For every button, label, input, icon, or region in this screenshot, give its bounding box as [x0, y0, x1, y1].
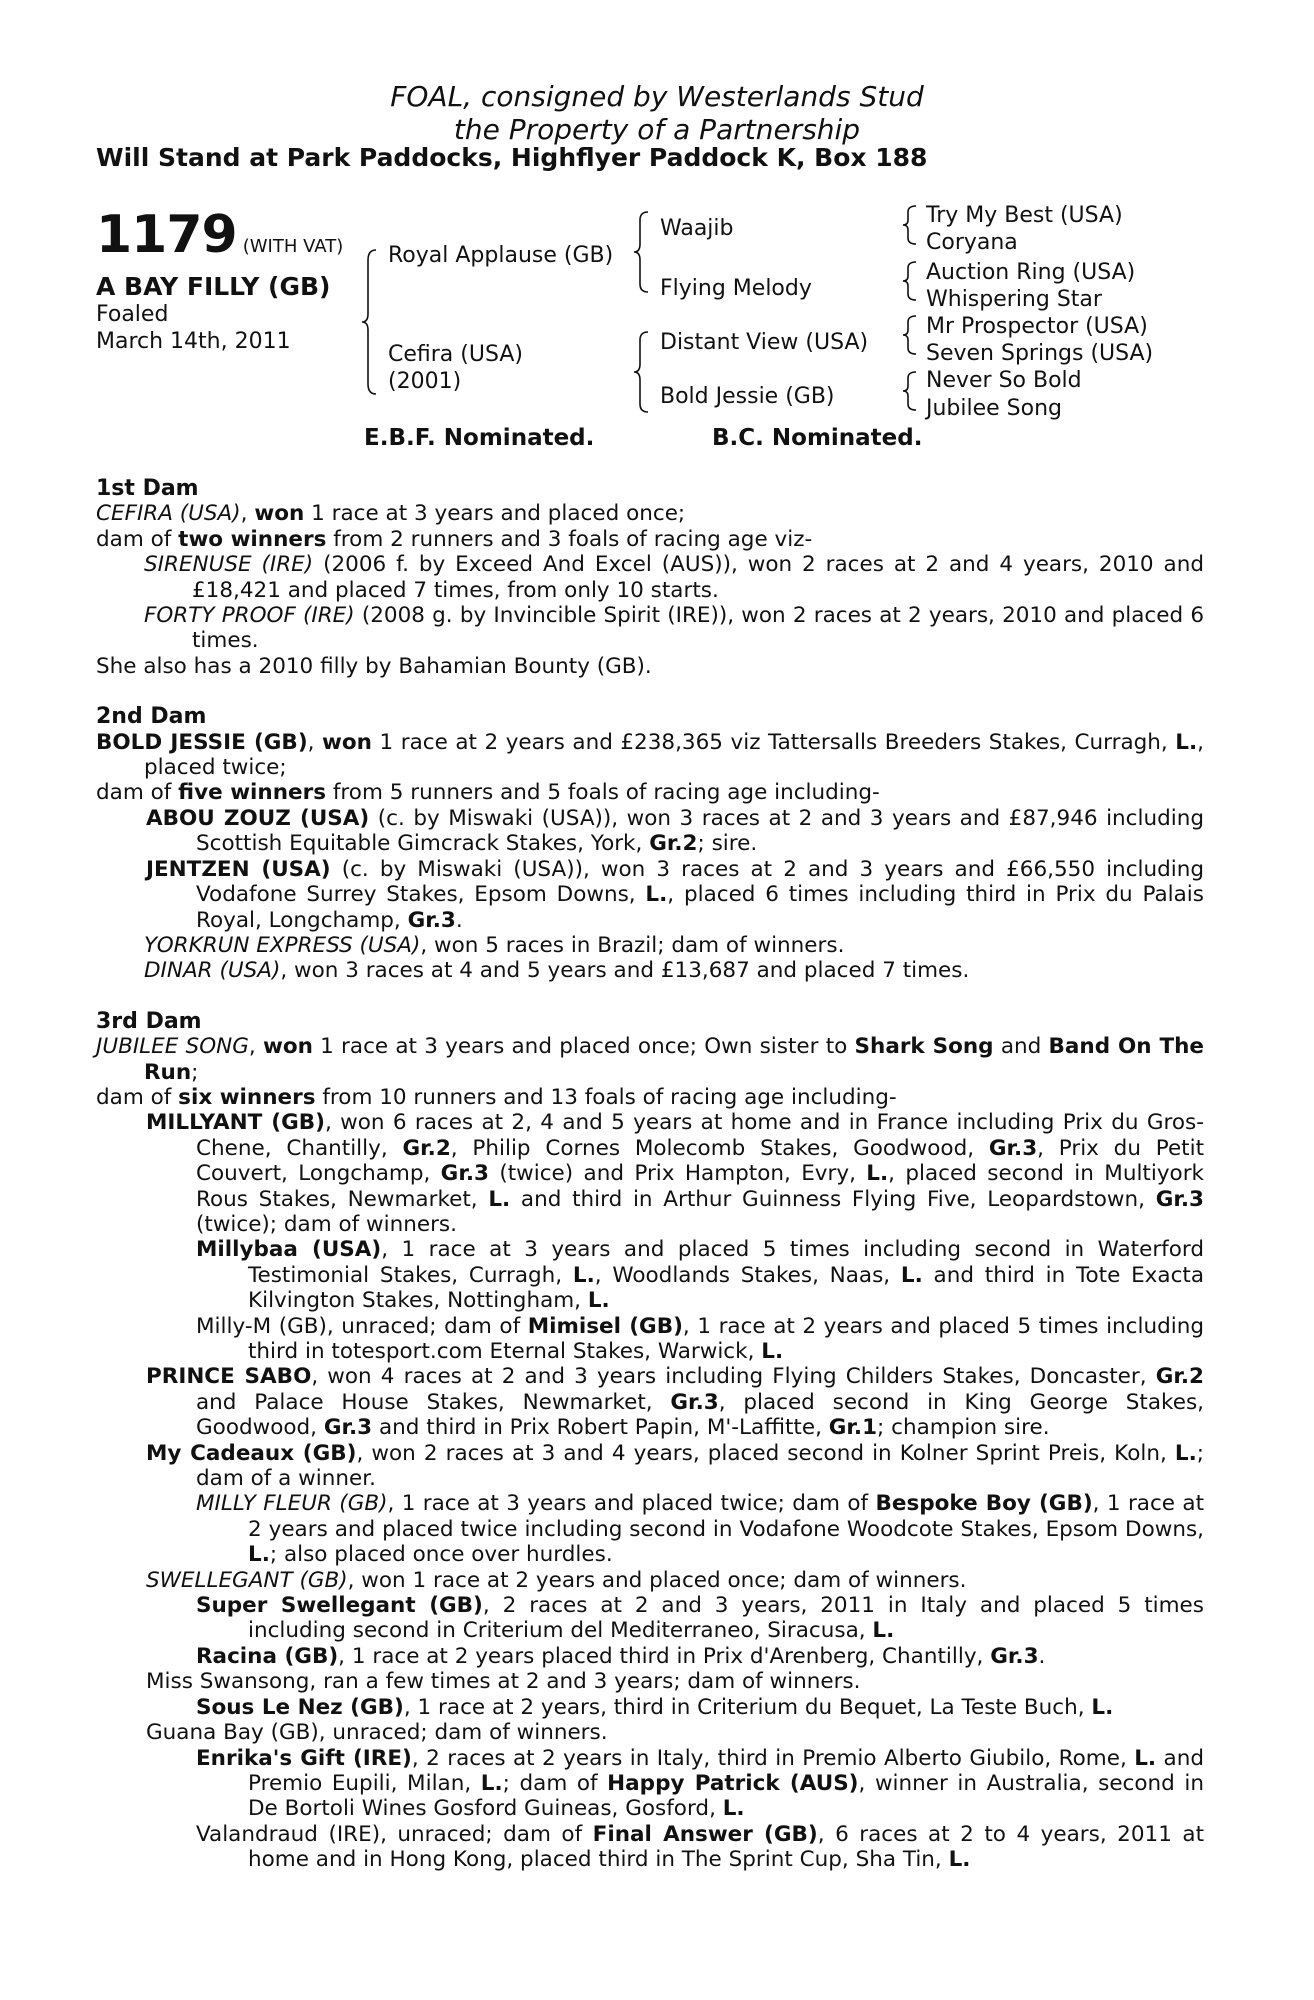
text-run: (twice) and Prix Hampton, Evry, [488, 1161, 867, 1187]
bold-run: L. [480, 1770, 503, 1796]
bold-run: Gr.3 [670, 1389, 719, 1415]
third-dam-foal [96, 1364, 1204, 1440]
text-run: ; champion sire. [877, 1415, 1050, 1441]
text-run: , placed 6 times including third in Prix du Palais Royal, Longchamp, [196, 882, 1204, 933]
second-dam-foal [96, 857, 1204, 933]
brace-bold-jessie [903, 372, 916, 410]
text-run: , placed second in King George Stakes, Goodwood, [196, 1389, 1204, 1441]
text-run: , won 3 races at 4 and 5 years and £13,687 and placed 7 times. [280, 958, 970, 984]
second-dam-produce-line [96, 780, 1204, 805]
italic-run: SIRENUSE (IRE) [144, 552, 314, 578]
text-run: dam of [96, 780, 179, 806]
third-dam-grandfoal [96, 1695, 1204, 1720]
text-run: ; sire. [697, 831, 758, 857]
third-dam-grandfoal [96, 1822, 1204, 1873]
third-dam-grandfoal [96, 1491, 1204, 1567]
bold-run: JENTZEN (USA) [146, 856, 331, 882]
bc-nominated: B.C. Nominated. [712, 425, 923, 451]
text-run: , [307, 729, 323, 755]
third-dam-foal [96, 1568, 1204, 1593]
bold-run: L. [872, 1618, 895, 1644]
sire-dam: Flying Melody [660, 276, 812, 301]
text-run: and third in Tote Exacta Kilvington Stakes, Nottingham, [248, 1262, 1205, 1314]
bold-run: Happy Patrick (AUS) [607, 1770, 859, 1796]
text-run: , won 5 races in Brazil; dam of winners. [420, 932, 845, 958]
bold-run: six winners [178, 1084, 316, 1110]
bold-run: Gr.3 [440, 1161, 489, 1187]
brace-lot [362, 250, 376, 394]
bold-run: My Cadeaux (GB) [146, 1440, 357, 1466]
third-dam-line [96, 1034, 1204, 1085]
bold-run: Enrika's Gift (IRE) [196, 1745, 412, 1771]
text-run: , placed second in Multiyork Rous Stakes, Newmarket, [196, 1161, 1204, 1212]
ancestor-4: Whispering Star [926, 287, 1102, 312]
text-run: , 1 race at 3 years and placed 5 times including second in Waterford Testimonial Stakes, Curragh, [248, 1237, 1204, 1288]
bold-run: Gr.3 [407, 907, 456, 933]
dam-dam: Bold Jessie (GB) [660, 384, 835, 409]
brace-sire [634, 212, 648, 292]
bold-run: Millybaa (USA) [196, 1237, 382, 1263]
text-run: , winner in Australia, second in De Bortoli Wines Gosford Guineas, Gosford, [248, 1770, 1204, 1822]
bold-run: Gr.3 [988, 1135, 1038, 1161]
sire: Royal Applause (GB) [388, 243, 614, 268]
lot-name: A BAY FILLY (GB) [96, 272, 331, 301]
text-run: , 1 race at 2 years placed third in Prix d'Arenberg, Chantilly, [338, 1643, 991, 1669]
text-run: from 10 runners and 13 foals of racing age including- [315, 1084, 897, 1110]
text-run: dam of [96, 1084, 179, 1110]
location-line: Will Stand at Park Paddocks, Highflyer Paddock K, Box 188 [96, 143, 928, 172]
second-dam-foal [96, 958, 1204, 983]
ancestor-8: Jubilee Song [926, 396, 1063, 421]
bold-run: won [262, 1034, 313, 1060]
text-run: , 1 race at 2 years and placed 5 times including third in totesport.com Eternal Stakes, Warwick, [248, 1313, 1204, 1364]
bold-run: Bespoke Boy (GB) [875, 1491, 1093, 1517]
bold-run: L. [1091, 1694, 1114, 1720]
bold-run: L. [488, 1186, 511, 1212]
italic-run: MILLY FLEUR (GB) [196, 1491, 388, 1517]
ancestor-3: Auction Ring (USA) [926, 260, 1136, 285]
bold-run: L. [587, 1288, 610, 1314]
text-run: , Prix du Petit Couvert, Longchamp, [196, 1135, 1205, 1187]
text-run: ; dam of a winner. [196, 1440, 1204, 1492]
first-dam-foal [96, 603, 1204, 654]
second-dam-line [96, 730, 1204, 781]
bold-run: L. [900, 1262, 923, 1288]
first-dam-produce-line [96, 527, 1204, 552]
third-dam-grandfoal [96, 1314, 1204, 1365]
text-run: ; also placed once over hurdles. [269, 1542, 613, 1568]
text-run: dam of [96, 526, 179, 552]
bold-run: L. [645, 882, 668, 908]
text-run: , Philip Cornes Molecomb Stakes, Goodwood, [450, 1135, 989, 1161]
italic-run: DINAR (USA) [144, 958, 281, 984]
brace-distant-view [903, 316, 916, 354]
first-dam-note [96, 654, 1204, 679]
bold-run: Mimisel (GB) [527, 1313, 683, 1339]
bold-run: Band On The Run [144, 1034, 1205, 1085]
lot-number: 1179 [96, 205, 237, 265]
text-run: Guana Bay (GB), unraced; dam of winners. [146, 1720, 608, 1746]
third-dam-grandfoal [96, 1237, 1204, 1313]
first-dam-heading: 1st Dam [96, 476, 199, 501]
third-dam-produce-line [96, 1085, 1204, 1110]
bold-run: L. [1174, 1440, 1197, 1466]
text-run: , 1 race at 2 years and placed twice including second in Vodafone Woodcote Stakes, Epsom Downs, [248, 1491, 1205, 1542]
ancestor-2: Coryana [926, 230, 1018, 255]
bold-run: L. [572, 1262, 595, 1288]
bold-run: Sous Le Nez (GB) [196, 1694, 404, 1720]
bold-run: Racina (GB) [196, 1643, 339, 1669]
text-run: 1 race at 3 years and placed once; Own sister to [312, 1034, 855, 1060]
text-run: and third in Prix Robert Papin, M'-Laffitte, [372, 1415, 829, 1441]
dam-year: (2001) [388, 369, 462, 394]
second-dam-foal [96, 806, 1204, 857]
text-run: ; [191, 1059, 199, 1085]
text-run: , won 2 races at 3 and 4 years, placed second in Kolner Sprint Preis, Koln, [356, 1440, 1175, 1466]
property-line: the Property of a Partnership [453, 113, 861, 146]
bold-run: BOLD JESSIE (GB) [96, 729, 308, 755]
bold-run: PRINCE SABO [146, 1364, 312, 1390]
third-dam-heading: 3rd Dam [96, 1008, 202, 1034]
text-run: and Premio Eupili, Milan, [248, 1745, 1204, 1796]
text-run: , won 1 race at 2 years and placed once; dam of winners. [347, 1567, 967, 1593]
ancestor-1: Try My Best (USA) [926, 203, 1123, 228]
bold-run: L. [866, 1161, 889, 1187]
text-run: . [455, 907, 463, 933]
bold-run: Gr.3 [1155, 1186, 1205, 1212]
text-run: 1 race at 2 years and £238,365 viz Tattersalls Breeders Stakes, Curragh, [371, 729, 1176, 755]
section-gap [96, 679, 1204, 704]
text-run: , [240, 501, 255, 527]
ancestor-6: Seven Springs (USA) [926, 341, 1154, 366]
text-run: and third in Arthur Guinness Flying Five, Leopardstown, [510, 1186, 1156, 1212]
first-dam-foal [96, 552, 1204, 603]
text-run: (2008 g. by Invincible Spirit (IRE)), won 2 races at 2 years, 2010 and placed 6 times. [192, 603, 1205, 654]
text-run: from 5 runners and 5 foals of racing age including- [326, 780, 880, 806]
third-dam-grandfoal [96, 1644, 1204, 1669]
section-gap [96, 984, 1204, 1009]
text-run: Valandraud (IRE), unraced; dam of [196, 1821, 593, 1847]
brace-dam [634, 332, 648, 412]
bold-run: Final Answer (GB) [592, 1821, 818, 1847]
italic-run: JUBILEE SONG [96, 1034, 249, 1060]
text-run: , 2 races at 2 years in Italy, third in Premio Alberto Giubilo, Rome, [411, 1745, 1135, 1771]
vat-label: (WITH VAT) [242, 236, 344, 257]
first-dam-line [96, 501, 1204, 526]
text-run: (twice); dam of winners. [196, 1211, 457, 1237]
text-run: and Palace House Stakes, Newmarket, [196, 1389, 671, 1415]
bold-run: MILLYANT (GB) [146, 1110, 325, 1136]
text-run: , won 4 races at 2 and 3 years including Flying Childers Stakes, Doncaster, [311, 1364, 1156, 1390]
brace-flying-melody [903, 262, 916, 300]
third-dam-foal [96, 1720, 1204, 1745]
bold-run: Gr.3 [990, 1643, 1039, 1669]
text-run: (c. by Miswaki (USA)), won 3 races at 2 and 3 years and £66,550 including Vodafone Surrey Stakes, Epsom Downs, [196, 856, 1205, 908]
text-run: (c. by Miswaki (USA)), won 3 races at 2 and 3 years and £87,946 including Scottish Equitable Gimcrack Stakes, York, [196, 805, 1204, 857]
bold-run: Shark Song [854, 1034, 994, 1060]
italic-run: YORKRUN EXPRESS (USA) [144, 932, 421, 958]
pedigree-notes [96, 476, 1204, 1873]
bold-run: Gr.3 [323, 1415, 373, 1441]
bold-run: won [254, 501, 305, 527]
bold-run: Gr.2 [1155, 1364, 1204, 1390]
bold-run: L. [1175, 729, 1198, 755]
third-dam-foal [96, 1441, 1204, 1492]
text-run: from 2 runners and 3 foals of racing age viz- [326, 526, 813, 552]
dam-sire: Distant View (USA) [660, 330, 869, 355]
text-run: , won 6 races at 2, 4 and 5 years at home and in France including Prix du Gros-Chene, Chantilly, [196, 1110, 1204, 1161]
italic-run: CEFIRA (USA) [96, 501, 241, 527]
bold-run: Super Swellegant (GB) [196, 1593, 483, 1619]
text-run: 1 race at 3 years and placed once; [304, 501, 686, 527]
bold-run: Gr.1 [828, 1415, 878, 1441]
consignor-line: FOAL, consigned by Westerlands Stud [390, 80, 924, 113]
bold-run: five winners [178, 780, 327, 806]
italic-run: FORTY PROOF (IRE) [144, 603, 355, 629]
brace-waajib [903, 206, 916, 244]
ancestor-7: Never So Bold [926, 368, 1082, 393]
third-dam-foal [96, 1110, 1204, 1237]
bold-run: L. [948, 1847, 971, 1873]
text-run: , 1 race at 2 years, third in Criterium du Bequet, La Teste Buch, [403, 1694, 1092, 1720]
ebf-nominated: E.B.F. Nominated. [364, 425, 595, 451]
text-run: , 2 races at 2 and 3 years, 2011 in Italy and placed 5 times including second in Criterium del Mediterraneo, Siracusa, [248, 1593, 1204, 1644]
text-run: Miss Swansong, ran a few times at 2 and 3 years; dam of winners. [146, 1669, 861, 1695]
bold-run: L. [761, 1339, 784, 1364]
text-run: , 1 race at 3 years and placed twice; dam of [387, 1491, 876, 1517]
foaled-label: Foaled [96, 302, 169, 327]
text-run: , Woodlands Stakes, Naas, [594, 1262, 901, 1288]
third-dam-grandfoal [96, 1593, 1204, 1644]
ancestor-5: Mr Prospector (USA) [926, 314, 1148, 339]
text-run: She also has a 2010 filly by Bahamian Bounty (GB). [96, 653, 652, 679]
bold-run: two winners [178, 526, 327, 552]
foaled-date: March 14th, 2011 [96, 329, 291, 354]
bold-run: L. [722, 1796, 745, 1822]
italic-run: SWELLEGANT (GB) [146, 1567, 348, 1593]
bold-run: L. [248, 1542, 270, 1568]
bold-run: ABOU ZOUZ (USA) [146, 805, 370, 831]
third-dam-grandfoal [96, 1746, 1204, 1822]
bold-run: L. [1134, 1745, 1157, 1771]
text-run: and [993, 1034, 1049, 1060]
text-run: , [248, 1034, 263, 1060]
second-dam-heading: 2nd Dam [96, 704, 207, 730]
second-dam-foal [96, 933, 1204, 958]
bold-run: Gr.2 [649, 831, 698, 857]
dam: Cefira (USA) [388, 342, 523, 367]
text-run: ; dam of [502, 1770, 608, 1796]
third-dam-foal [96, 1669, 1204, 1694]
text-run: , placed twice; [144, 729, 1204, 781]
bold-run: Gr.2 [402, 1135, 451, 1161]
text-run: . [1038, 1643, 1046, 1669]
sire-sire: Waajib [660, 216, 734, 241]
text-run: (2006 f. by Exceed And Excel (AUS)), won 2 races at 2 and 4 years, 2010 and £18,421 and placed 7 times, from only 10 starts. [192, 552, 1204, 603]
bold-run: won [322, 729, 372, 755]
text-run: , 6 races at 2 to 4 years, 2011 at home and in Hong Kong, placed third in The Sprint Cup, Sha Tin, [248, 1821, 1205, 1873]
text-run: Milly-M (GB), unraced; dam of [196, 1313, 528, 1339]
